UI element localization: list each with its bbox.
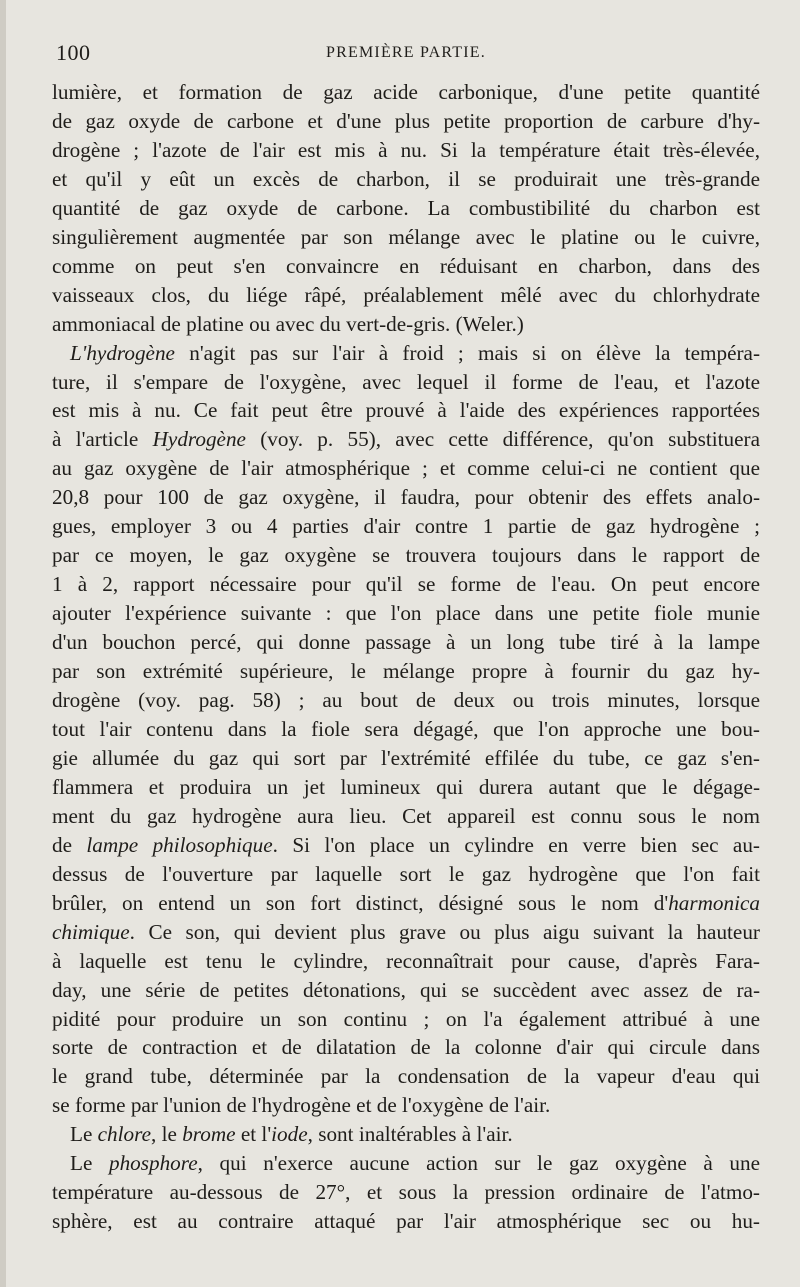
text-line: comme on peut s'en convaincre en réduisant en charbon, dans des [52, 253, 760, 278]
text-line: ture, il s'empare de l'oxygène, avec lequel il forme de l'eau, et l'azote [52, 369, 760, 394]
text-line: est mis à nu. Ce fait peut être prouvé à l'aide des expériences rapportées [52, 398, 760, 423]
text-line: 20,8 pour 100 de gaz oxygène, il faudra, pour obtenir des effets analo- [52, 485, 760, 510]
text-line: singulièrement augmentée par son mélange avec le platine ou le cuivre, [52, 224, 760, 249]
text-line: température au-dessous de 27°, et sous la pression ordinaire de l'atmo- [52, 1180, 760, 1205]
text-line: dessus de l'ouverture par laquelle sort le gaz hydrogène que l'on fait [52, 861, 760, 886]
text-line: de gaz oxyde de carbone et d'une plus petite proportion de carbure d'hy- [52, 108, 760, 133]
text-line: L'hydrogène n'agit pas sur l'air à froid ; mais si on élève la tempéra- [70, 340, 760, 365]
text-line: ammoniacal de platine ou avec du vert-de-gris. (Weler.) [52, 311, 524, 336]
text-line: au gaz oxygène de l'air atmosphérique ; et comme celui-ci ne contient que [52, 456, 760, 481]
text-line: drogène ; l'azote de l'air est mis à nu. Si la température était très-élevée, [52, 137, 760, 162]
text-line: de lampe philosophique. Si l'on place un cylindre en verre bien sec au- [52, 832, 760, 857]
page-number: 100 [56, 40, 91, 65]
text-line: quantité de gaz oxyde de carbone. La combustibilité du charbon est [52, 195, 760, 220]
text-line: et qu'il y eût un excès de charbon, il se produirait une très-grande [52, 166, 760, 191]
text-line: day, une série de petites détonations, qui se succèdent avec assez de ra- [52, 977, 760, 1002]
text-line: sorte de contraction et de dilatation de la colonne d'air qui circule dans [52, 1035, 760, 1060]
text-line: par son extrémité supérieure, le mélange propre à fournir du gaz hy- [52, 659, 760, 684]
text-line: se forme par l'union de l'hydrogène et de l'oxygène de l'air. [52, 1093, 551, 1118]
text-line: chimique. Ce son, qui devient plus grave ou plus aigu suivant la hauteur [52, 919, 760, 944]
text-line: tout l'air contenu dans la fiole sera dégagé, que l'on approche une bou- [52, 716, 760, 741]
text-line: brûler, on entend un son fort distinct, désigné sous le nom d'harmonica [52, 890, 760, 915]
text-line: lumière, et formation de gaz acide carbonique, d'une petite quantité [52, 80, 760, 104]
text-line: sphère, est au contraire attaqué par l'air atmosphérique sec ou hu- [52, 1209, 760, 1234]
text-line: à l'article Hydrogène (voy. p. 55), avec cette différence, qu'on substituera [52, 427, 760, 452]
text-line: drogène (voy. pag. 58) ; au bout de deux ou trois minutes, lorsque [52, 688, 760, 713]
text-line: Le phosphore, qui n'exerce aucune action sur le gaz oxygène à une [70, 1151, 760, 1176]
text-line: pidité pour produire un son continu ; on l'a également attribué à une [52, 1006, 760, 1031]
text-line: gie allumée du gaz qui sort par l'extrémité effilée du tube, ce gaz s'en- [52, 745, 760, 770]
text-line: Le chlore, le brome et l'iode, sont inaltérables à l'air. [70, 1122, 513, 1147]
text-line: ajouter l'expérience suivante : que l'on place dans une petite fiole munie [52, 601, 760, 626]
text-line: flammera et produira un jet lumineux qui durera autant que le dégage- [52, 774, 760, 799]
text-line: gues, employer 3 ou 4 parties d'air contre 1 partie de gaz hydrogène ; [52, 514, 760, 539]
text-line: d'un bouchon percé, qui donne passage à un long tube tiré à la lampe [52, 630, 760, 655]
body-text [52, 78, 760, 1236]
text-line: 1 à 2, rapport nécessaire pour qu'il se forme de l'eau. On peut encore [52, 572, 760, 597]
text-line: à laquelle est tenu le cylindre, reconnaîtrait pour cause, d'après Fara- [52, 948, 760, 973]
text-line: vaisseaux clos, du liége râpé, préalablement mêlé avec du chlorhydrate [52, 282, 760, 307]
text-line: le grand tube, déterminée par la condensation de la vapeur d'eau qui [52, 1064, 760, 1089]
running-title: PREMIÈRE PARTIE. [326, 44, 486, 61]
page-header [52, 38, 760, 72]
text-line: par ce moyen, le gaz oxygène se trouvera toujours dans le rapport de [52, 543, 760, 568]
text-line: ment du gaz hydrogène aura lieu. Cet appareil est connu sous le nom [52, 803, 760, 828]
